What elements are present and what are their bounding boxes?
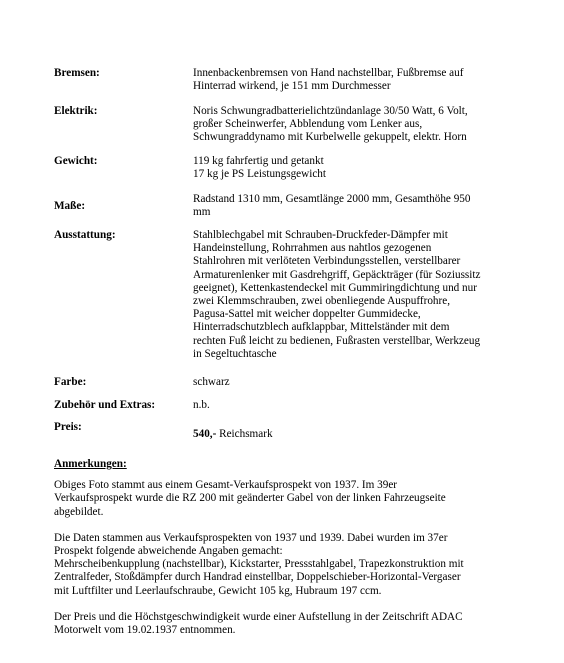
notes-line: Zentralfeder, Stoßdämpfer durch Handrad einstellbar, Doppelschieber-Horizontal-Vergaser bbox=[54, 571, 461, 584]
notes-line: Verkaufsprospekt wurde die RZ 200 mit geänderter Gabel von der linken Fahrzeugseite bbox=[54, 492, 446, 505]
spec-line: großer Scheinwerfer, Abblendung vom Lenker aus, bbox=[193, 118, 423, 131]
notes-paragraph bbox=[54, 532, 514, 598]
spec-line: Schwungraddynamo mit Kurbelwelle gekuppelt, elektr. Horn bbox=[193, 131, 467, 144]
spec-line: Noris Schwungradbatterielichtzündanlage 30/50 Watt, 6 Volt, bbox=[193, 105, 468, 117]
spec-line: Hinterradschutzblech aufklappbar, Mittelständer mit dem bbox=[193, 321, 450, 334]
spec-value bbox=[193, 105, 513, 145]
spec-line: Innenbackenbremsen von Hand nachstellbar, Fußbremse auf bbox=[193, 67, 464, 79]
notes-paragraph bbox=[54, 611, 514, 637]
spec-line: Pagusa-Sattel mit weicher doppelter Gummidecke, bbox=[193, 308, 421, 321]
spec-label: Ausstattung: bbox=[54, 229, 116, 241]
spec-value bbox=[193, 229, 513, 361]
spec-label: Bremsen: bbox=[54, 67, 100, 79]
notes-line: Obiges Foto stammt aus einem Gesamt-Verkaufsprospekt von 1937. Im 39er bbox=[54, 479, 398, 492]
notes-line: mit Luftfilter und Leerlaufschraube, Gewicht 105 kg, Hubraum 197 ccm. bbox=[54, 584, 382, 597]
spec-value bbox=[193, 193, 513, 219]
spec-label: Gewicht: bbox=[54, 155, 98, 167]
notes-line: Motorwelt vom 19.02.1937 entnommen. bbox=[54, 624, 236, 637]
spec-label: Maße: bbox=[54, 200, 86, 212]
spec-value bbox=[193, 67, 513, 93]
spec-line: in Segeltuchtasche bbox=[193, 347, 277, 360]
spec-label: Elektrik: bbox=[54, 105, 98, 117]
spec-line: zwei Klemmschrauben, zwei obenliegende Auspuffrohre, bbox=[193, 295, 451, 308]
spec-line: Stahlrohren mit verlöteten Verbindungsstellen, verstellbarer bbox=[193, 255, 461, 268]
notes-paragraph bbox=[54, 479, 514, 519]
spec-line: schwarz bbox=[193, 376, 230, 388]
notes-line: Die Daten stammen aus Verkaufsprospekten von 1937 und 1939. Dabei wurden im 37er bbox=[54, 531, 448, 544]
spec-value bbox=[193, 155, 513, 181]
notes-section bbox=[54, 458, 514, 637]
spec-line: 119 kg fahrfertig und getankt bbox=[193, 155, 324, 167]
spec-label: Zubehör und Extras: bbox=[54, 399, 156, 411]
price-currency: Reichsmark bbox=[216, 428, 273, 440]
spec-label: Farbe: bbox=[54, 376, 87, 388]
notes-heading: Anmerkungen: bbox=[54, 458, 127, 470]
spec-value bbox=[193, 376, 513, 389]
notes-line: Der Preis und die Höchstgeschwindigkeit wurde einer Aufstellung in der Zeitschrift ADAC bbox=[54, 610, 463, 623]
spec-line: Armaturenlenker mit Gasdrehgriff, Gepäckträger (für Soziussitz bbox=[193, 268, 481, 281]
spec-value bbox=[193, 428, 513, 441]
spec-line: geeignet), Kettenkastendeckel mit Gummiringdichtung und nur bbox=[193, 281, 477, 294]
price-amount: 540,- bbox=[193, 428, 217, 440]
spec-label: Preis: bbox=[54, 421, 82, 433]
spec-line: n.b. bbox=[193, 399, 210, 411]
spec-line: Stahlblechgabel mit Schrauben-Druckfeder-Dämpfer mit bbox=[193, 229, 448, 241]
spec-line: Hinterrad wirkend, je 151 mm Durchmesser bbox=[193, 80, 391, 93]
spec-line: Radstand 1310 mm, Gesamtlänge 2000 mm, Gesamthöhe 950 bbox=[193, 193, 471, 205]
notes-line: Prospekt folgende abweichende Angaben gemacht: bbox=[54, 545, 283, 558]
spec-line: Handeinstellung, Rohrrahmen aus nahtlos gezogenen bbox=[193, 242, 432, 255]
spec-line: mm bbox=[193, 206, 211, 219]
spec-value bbox=[193, 399, 513, 412]
notes-line: abgebildet. bbox=[54, 505, 104, 518]
spec-line: rechten Fuß leicht zu bedienen, Fußrasten verstellbar, Werkzeug bbox=[193, 334, 481, 347]
notes-line: Mehrscheibenkupplung (nachstellbar), Kickstarter, Pressstahlgabel, Trapezkonstruktion mit bbox=[54, 558, 464, 571]
spec-line: 17 kg je PS Leistungsgewicht bbox=[193, 168, 326, 181]
